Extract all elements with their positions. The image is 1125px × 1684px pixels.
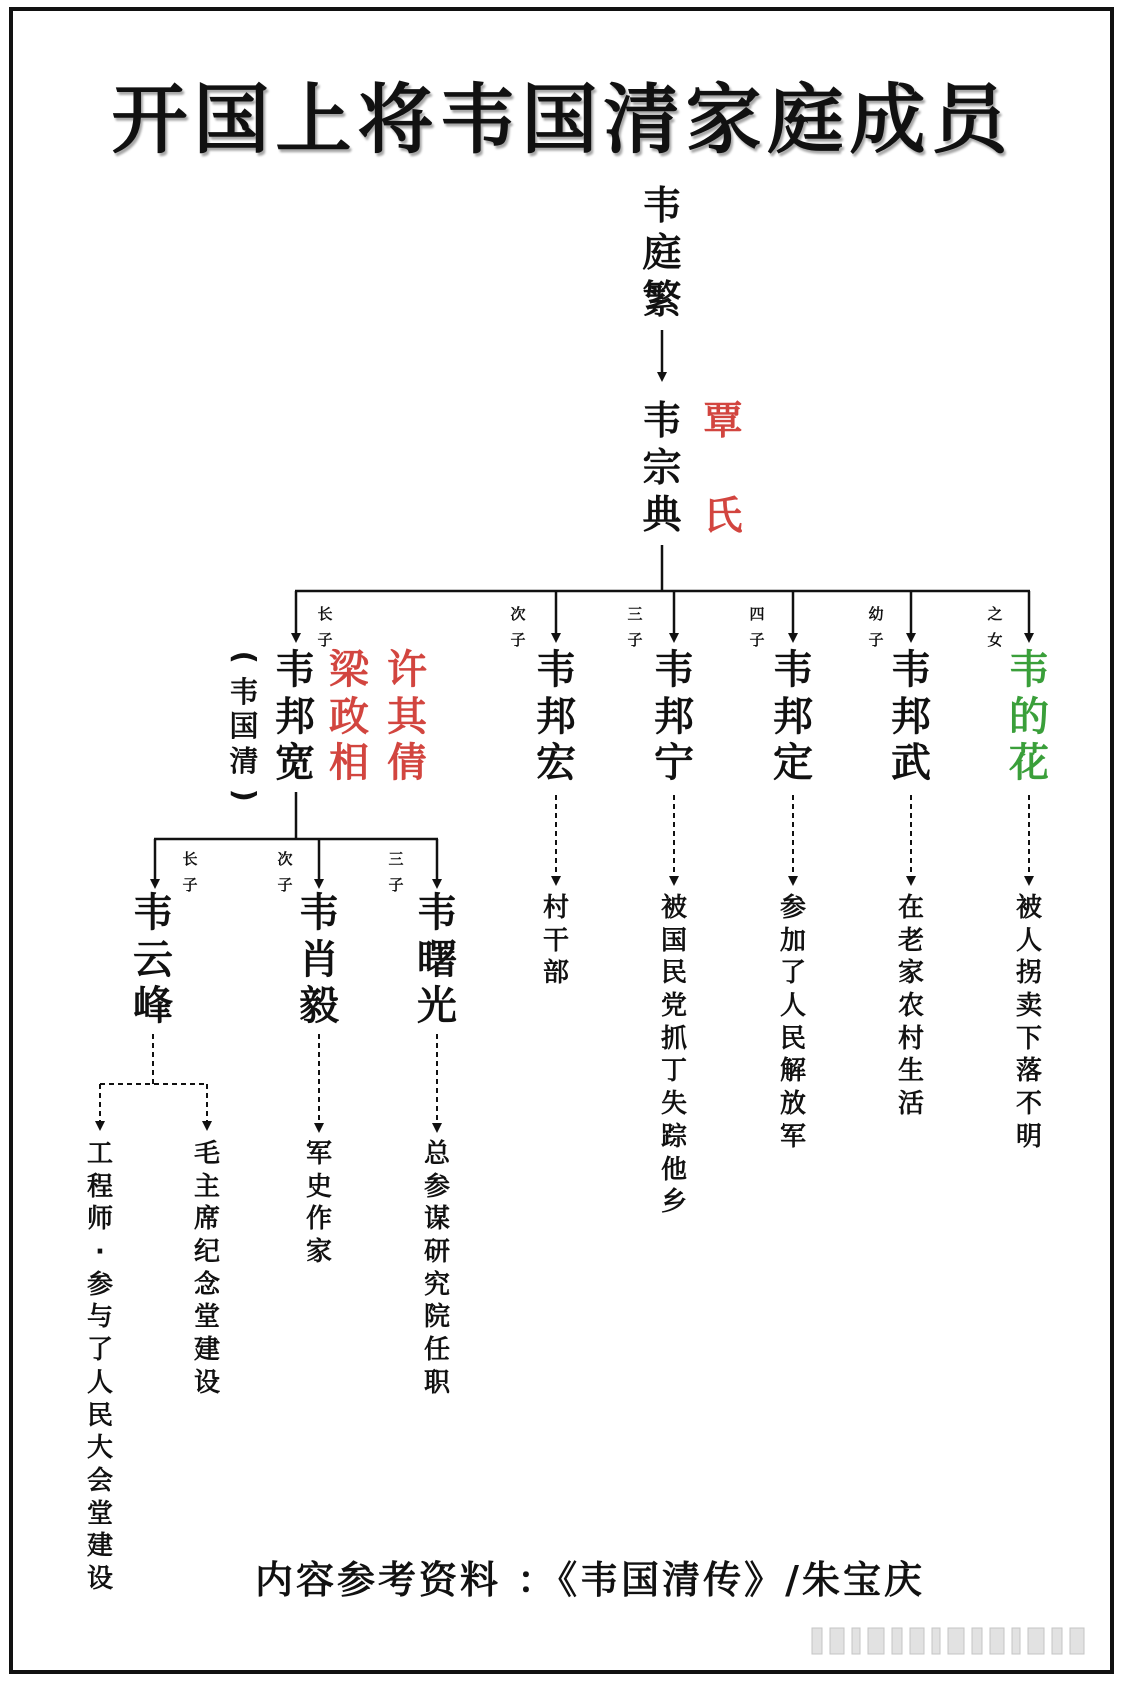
relation-label <box>178 846 202 898</box>
glyph: 子 <box>182 876 198 894</box>
glyph: 庭 <box>642 231 682 276</box>
name-wei-shuguang <box>412 890 462 1030</box>
glyph: 失 <box>660 1089 687 1120</box>
glyph: 院 <box>423 1302 450 1333</box>
name-wei-yunfeng <box>128 890 178 1030</box>
glyph: 曙 <box>417 936 457 983</box>
glyph: 设 <box>193 1367 220 1398</box>
fate-note <box>1011 892 1047 1154</box>
glyph: 相 <box>329 740 369 786</box>
watermark-bar <box>972 1628 982 1654</box>
glyph: 倩 <box>387 740 427 786</box>
glyph: 宏 <box>536 740 576 786</box>
glyph: 作 <box>305 1204 332 1235</box>
glyph: 被 <box>660 893 687 923</box>
glyph: 花 <box>1009 740 1049 786</box>
watermark-bar <box>1028 1628 1044 1654</box>
source-reference: 内容参考资料 ：《韦国清传》/朱宝庆 <box>254 1558 926 1602</box>
career-note <box>419 1138 455 1400</box>
glyph: 农 <box>897 991 924 1022</box>
glyph: 的 <box>1009 693 1049 740</box>
glyph: 生 <box>897 1056 924 1087</box>
glyph: 武 <box>891 740 931 786</box>
glyph: 毛 <box>193 1139 220 1169</box>
watermark-bar <box>830 1628 844 1654</box>
glyph: 子 <box>749 631 765 649</box>
glyph: 繁 <box>642 278 682 323</box>
glyph: 被 <box>1015 893 1042 923</box>
name-wei-tingfan <box>637 183 687 324</box>
glyph: 肖 <box>299 936 339 983</box>
glyph: 他 <box>660 1154 687 1185</box>
glyph: 韦 <box>642 184 682 229</box>
glyph: 之 <box>987 605 1003 623</box>
arrowhead <box>551 633 561 643</box>
glyph: 抓 <box>660 1023 687 1054</box>
glyph: 任 <box>423 1335 450 1366</box>
glyph: 韦 <box>536 647 576 693</box>
arrowhead <box>669 633 679 643</box>
glyph: 人 <box>779 991 806 1022</box>
glyph: 子 <box>510 631 526 649</box>
glyph: 卖 <box>1015 991 1042 1022</box>
glyph: 丁 <box>660 1056 687 1087</box>
glyph: 家 <box>897 958 924 989</box>
glyph: 了 <box>779 958 806 989</box>
glyph: 邦 <box>654 693 694 740</box>
glyph: 工 <box>86 1139 113 1169</box>
glyph: 氏 <box>703 494 743 539</box>
glyph: 军 <box>779 1121 806 1152</box>
glyph: 子 <box>388 876 404 894</box>
glyph: 人 <box>1015 925 1042 956</box>
glyph: 建 <box>86 1531 113 1562</box>
glyph: 典 <box>642 493 682 538</box>
arrowhead <box>788 633 798 643</box>
arrowhead <box>291 633 301 643</box>
glyph: 堂 <box>86 1498 113 1529</box>
name-wei-bangning <box>649 647 699 787</box>
alias-wei-guoqing <box>226 640 262 813</box>
glyph: 总 <box>423 1139 450 1169</box>
relation-label <box>506 601 530 653</box>
fate-note <box>775 892 811 1154</box>
relation-label <box>864 601 888 653</box>
glyph: 解 <box>779 1056 806 1087</box>
glyph: 党 <box>660 991 687 1022</box>
glyph: 在 <box>897 893 924 923</box>
glyph: 韦 <box>642 399 682 444</box>
watermark-bar <box>990 1628 1004 1654</box>
glyph: ) <box>227 788 262 802</box>
glyph: 宗 <box>642 446 682 491</box>
name-wei-xiaoyi <box>294 890 344 1030</box>
glyph: 韦 <box>275 647 315 693</box>
arrowhead <box>657 372 667 382</box>
glyph: 宁 <box>654 740 694 786</box>
name-wei-zongdian <box>637 398 687 539</box>
glyph: 下 <box>1015 1023 1042 1054</box>
spouse-xu-qiqian <box>382 647 432 787</box>
arrowhead <box>551 876 561 886</box>
fate-note <box>656 892 692 1219</box>
glyph: 席 <box>193 1204 220 1235</box>
glyph: 师 <box>86 1204 113 1235</box>
arrowhead <box>1024 633 1034 643</box>
arrowhead <box>314 1123 324 1133</box>
glyph: 毅 <box>299 983 339 1029</box>
glyph: 邦 <box>275 693 315 740</box>
glyph: 设 <box>86 1563 113 1594</box>
glyph: 定 <box>773 740 813 786</box>
glyph: 参 <box>423 1171 450 1202</box>
glyph: 其 <box>387 693 427 740</box>
glyph: 不 <box>1015 1089 1042 1120</box>
glyph: 覃 <box>703 399 743 444</box>
glyph: 国 <box>660 925 687 956</box>
glyph: 次 <box>510 605 526 623</box>
page-title: 开国上将韦国清家庭成员 <box>111 75 1014 164</box>
glyph: 明 <box>1015 1121 1042 1152</box>
glyph: 堂 <box>193 1302 220 1333</box>
glyph: 史 <box>305 1171 332 1202</box>
glyph: 老 <box>897 925 924 956</box>
watermark-bar <box>868 1628 884 1654</box>
glyph: 家 <box>305 1237 332 1268</box>
name-wei-bangkuan <box>270 647 320 787</box>
glyph: 幼 <box>868 605 884 623</box>
glyph: 子 <box>868 631 884 649</box>
glyph: 子 <box>317 631 333 649</box>
glyph: 拐 <box>1015 958 1042 989</box>
glyph: 韦 <box>417 890 457 936</box>
glyph: 活 <box>897 1089 924 1120</box>
glyph: 邦 <box>536 693 576 740</box>
glyph: 村 <box>542 893 569 923</box>
glyph: 民 <box>86 1400 113 1431</box>
glyph: 韦 <box>133 890 173 936</box>
glyph: 长 <box>182 850 198 868</box>
glyph: 大 <box>86 1433 113 1464</box>
glyph: 乡 <box>660 1187 687 1218</box>
glyph: 韦 <box>1009 647 1049 693</box>
glyph: 村 <box>897 1023 924 1054</box>
relation-label <box>623 601 647 653</box>
glyph: 部 <box>542 958 569 989</box>
glyph: 韦 <box>299 890 339 936</box>
watermark-bar <box>1012 1628 1020 1654</box>
glyph: · <box>95 1237 105 1268</box>
glyph: 邦 <box>773 693 813 740</box>
arrowhead <box>432 879 442 889</box>
watermark-bar <box>932 1628 940 1654</box>
spouse-liang-zhengxiang <box>324 647 374 787</box>
glyph: 韦 <box>229 674 259 709</box>
arrowhead <box>202 1121 212 1131</box>
watermark <box>812 1628 1084 1654</box>
glyph: 了 <box>86 1335 113 1366</box>
glyph: 民 <box>660 958 687 989</box>
glyph: 建 <box>193 1335 220 1366</box>
glyph: 峰 <box>133 983 173 1029</box>
glyph: 云 <box>133 936 173 983</box>
glyph: 韦 <box>773 647 813 693</box>
glyph: 女 <box>987 631 1003 649</box>
glyph: 人 <box>86 1367 113 1398</box>
arrowhead <box>669 876 679 886</box>
glyph: 宽 <box>275 740 315 786</box>
glyph: 子 <box>627 631 643 649</box>
glyph: 政 <box>329 693 369 740</box>
fate-note <box>893 892 929 1121</box>
relation-label <box>745 601 769 653</box>
watermark-bar <box>812 1628 822 1654</box>
arrowhead <box>1024 876 1034 886</box>
glyph: 踪 <box>660 1121 687 1152</box>
frame-border <box>11 9 1112 1672</box>
watermark-bar <box>910 1628 924 1654</box>
glyph: 研 <box>423 1237 450 1268</box>
name-wei-bangding <box>768 647 818 787</box>
glyph: 与 <box>86 1302 113 1333</box>
glyph: 会 <box>86 1465 113 1496</box>
glyph: 加 <box>779 925 806 956</box>
glyph: 干 <box>542 925 569 956</box>
watermark-bar <box>948 1628 964 1654</box>
arrowhead <box>906 633 916 643</box>
glyph: 职 <box>423 1367 450 1398</box>
glyph: 韦 <box>891 647 931 693</box>
glyph: ( <box>227 650 262 664</box>
glyph: 民 <box>779 1023 806 1054</box>
glyph: 念 <box>193 1269 220 1300</box>
glyph: 三 <box>627 605 643 623</box>
glyph: 主 <box>193 1171 220 1202</box>
watermark-bar <box>1052 1628 1062 1654</box>
name-wei-banghong <box>531 647 581 787</box>
glyph: 究 <box>423 1269 450 1300</box>
relation-label <box>983 601 1007 653</box>
watermark-bar <box>892 1628 902 1654</box>
glyph: 韦 <box>654 647 694 693</box>
arrowhead <box>95 1121 105 1131</box>
watermark-bar <box>1070 1628 1084 1654</box>
glyph: 四 <box>749 605 765 623</box>
glyph: 邦 <box>891 693 931 740</box>
spouse-qin-shi <box>698 374 748 564</box>
glyph: 落 <box>1015 1056 1042 1087</box>
glyph: 许 <box>387 647 427 693</box>
arrowhead <box>314 879 324 889</box>
arrowhead <box>432 1123 442 1133</box>
name-wei-dihua <box>1004 647 1054 787</box>
name-wei-bangwu <box>886 647 936 787</box>
career-note <box>301 1138 337 1269</box>
glyph: 放 <box>779 1089 806 1120</box>
glyph: 子 <box>277 876 293 894</box>
glyph: 纪 <box>193 1237 220 1268</box>
career-note <box>189 1138 225 1400</box>
arrowhead <box>150 879 160 889</box>
fate-note <box>538 892 574 990</box>
relation-label <box>313 601 337 653</box>
career-note <box>82 1138 118 1596</box>
watermark-bar <box>852 1628 860 1654</box>
glyph: 程 <box>86 1171 113 1202</box>
glyph: 光 <box>417 983 457 1029</box>
glyph: 参 <box>86 1269 113 1300</box>
arrowhead <box>906 876 916 886</box>
relation-label <box>384 846 408 898</box>
glyph: 军 <box>305 1139 332 1169</box>
glyph: 长 <box>317 605 333 623</box>
glyph: 次 <box>277 850 293 868</box>
arrowhead <box>788 876 798 886</box>
glyph: 清 <box>229 743 259 778</box>
glyph: 梁 <box>329 647 369 693</box>
glyph: 参 <box>779 893 806 923</box>
glyph: 国 <box>229 709 259 743</box>
glyph: 谋 <box>423 1204 450 1235</box>
glyph: 三 <box>388 850 404 868</box>
